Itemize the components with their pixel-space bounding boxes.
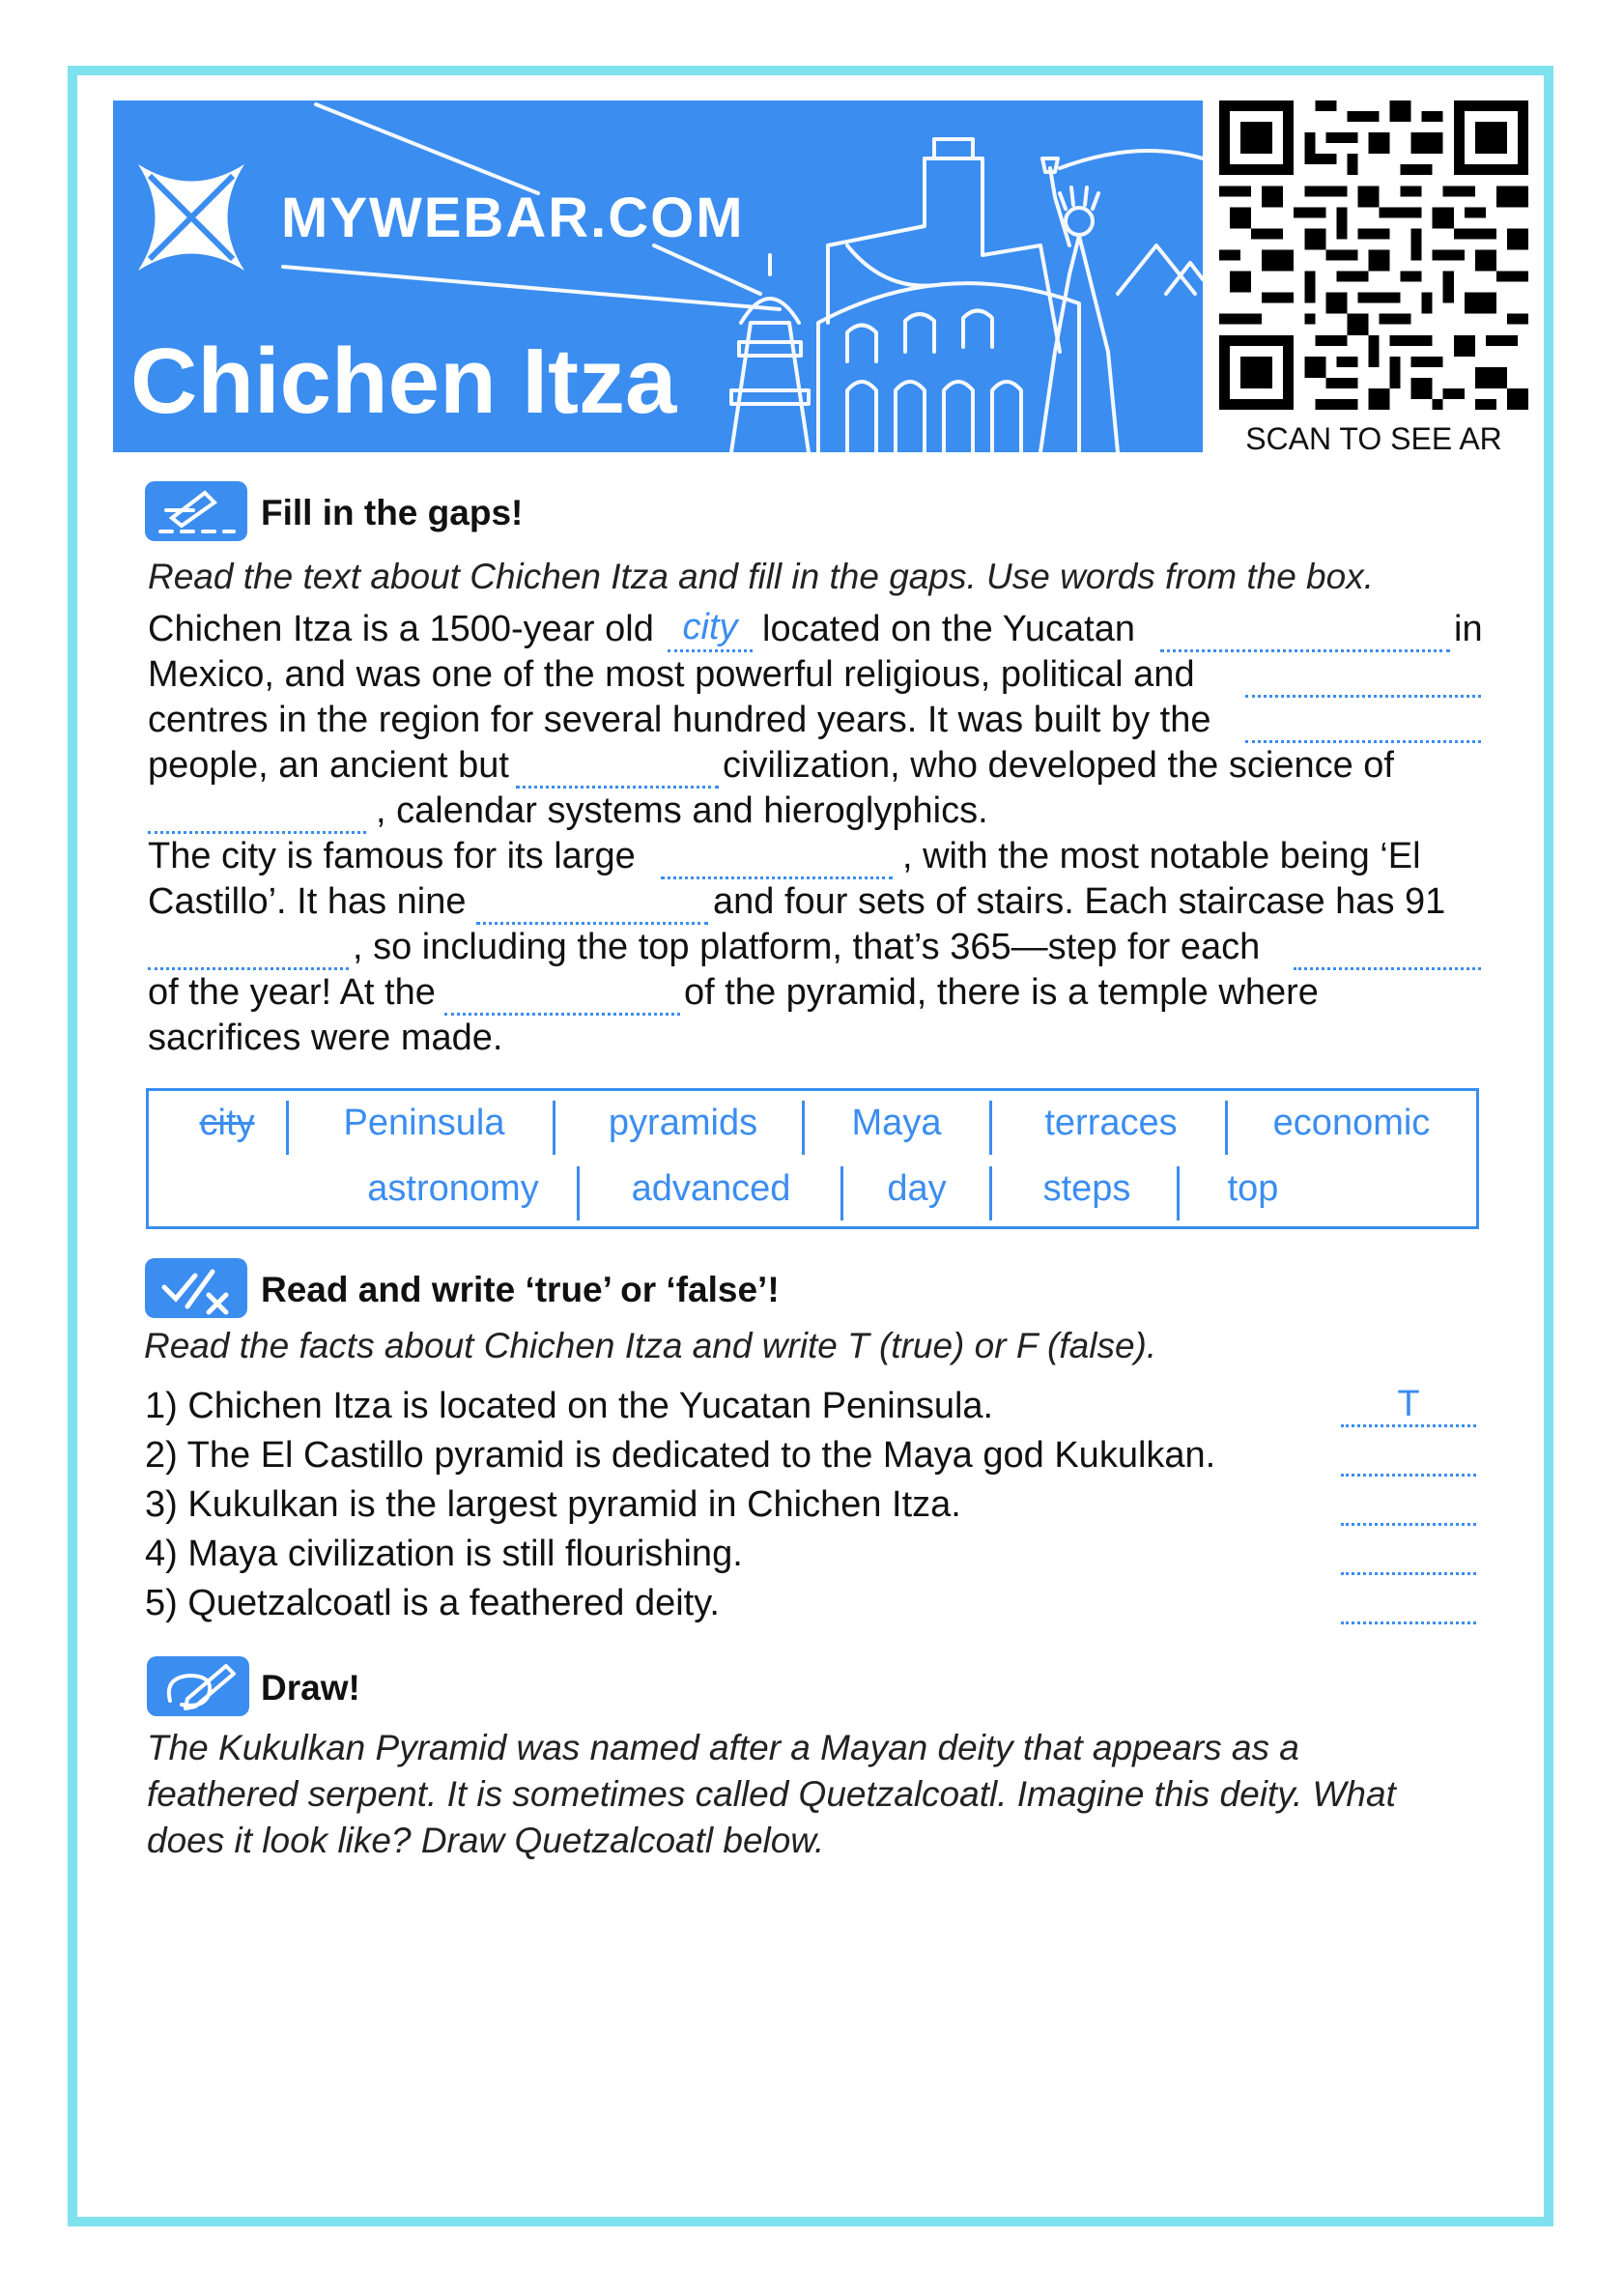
word-option: terraces (1044, 1103, 1178, 1143)
word-divider (840, 1166, 843, 1220)
answer-blank[interactable] (1341, 1474, 1476, 1477)
fill-gaps-heading: Fill in the gaps! (261, 493, 524, 532)
true-false-instruction: Read the facts about Chichen Itza and write T (true) or F (false). (144, 1326, 1157, 1365)
drawing-area[interactable] (147, 1884, 1480, 2203)
word-divider (989, 1101, 992, 1155)
gap-blank[interactable] (1245, 740, 1481, 743)
gap-blank[interactable] (148, 831, 366, 834)
word-divider (1225, 1101, 1228, 1155)
draw-heading: Draw! (261, 1668, 360, 1708)
mywebar-logo-icon (128, 155, 254, 280)
draw-instruction-line: does it look like? Draw Quetzalcoatl below. (147, 1821, 825, 1860)
word-option: astronomy (367, 1168, 539, 1209)
draw-instruction-line: The Kukulkan Pyramid was named after a Mayan deity that appears as a (147, 1728, 1299, 1767)
draw-instruction-line: feathered serpent. It is sometimes called Quetzalcoatl. Imagine this deity. What (147, 1774, 1396, 1814)
word-box (146, 1088, 1479, 1229)
gap-blank[interactable] (516, 786, 719, 789)
word-option: city (199, 1103, 255, 1143)
word-divider (989, 1166, 992, 1220)
gap-blank[interactable] (476, 922, 708, 925)
word-option: Peninsula (343, 1103, 505, 1143)
gap-blank[interactable] (148, 967, 349, 970)
true-false-statement: 4) Maya civilization is still flourishing. (145, 1534, 743, 1574)
word-option: advanced (631, 1168, 791, 1209)
qr-code-icon[interactable] (1219, 100, 1528, 410)
word-option: day (887, 1168, 947, 1209)
true-false-example-answer: T (1397, 1384, 1420, 1424)
fill-gaps-instruction: Read the text about Chichen Itza and fill in the gaps. Use words from the box. (148, 557, 1374, 596)
word-option: economic (1272, 1103, 1431, 1143)
word-divider (802, 1101, 805, 1155)
word-divider (1177, 1166, 1180, 1220)
answer-blank[interactable] (1341, 1523, 1476, 1526)
answer-blank[interactable] (1341, 1424, 1476, 1427)
true-false-statement: 3) Kukulkan is the largest pyramid in Chichen Itza. (145, 1484, 961, 1525)
word-option: top (1227, 1168, 1279, 1209)
true-false-icon (145, 1258, 247, 1318)
gap-blank[interactable] (444, 1013, 680, 1016)
word-option: steps (1042, 1168, 1131, 1209)
draw-pencil-icon (147, 1656, 249, 1716)
gap-blank[interactable] (1245, 695, 1481, 698)
true-false-statement: 1) Chichen Itza is located on the Yucatan Peninsula. (145, 1386, 994, 1426)
word-divider (577, 1166, 580, 1220)
gap-blank[interactable] (1294, 967, 1481, 970)
header-banner (113, 100, 1203, 452)
true-false-heading: Read and write ‘true’ or ‘false’! (261, 1270, 780, 1309)
word-divider (286, 1101, 289, 1155)
site-name: MYWEBAR.COM (281, 187, 745, 249)
pencil-gap-icon (145, 481, 247, 541)
gap-blank[interactable] (668, 649, 753, 652)
answer-blank[interactable] (1341, 1622, 1476, 1624)
true-false-statement: 2) The El Castillo pyramid is dedicated to the Maya god Kukulkan. (145, 1435, 1216, 1476)
scan-label: SCAN TO SEE AR (1245, 421, 1502, 456)
word-option: Maya (851, 1103, 942, 1143)
word-option: pyramids (608, 1103, 758, 1143)
true-false-statement: 5) Quetzalcoatl is a feathered deity. (145, 1583, 720, 1623)
page-title: Chichen Itza (130, 330, 677, 433)
word-divider (553, 1101, 555, 1155)
gap-blank[interactable] (661, 876, 893, 879)
gap-example-answer: city (682, 607, 738, 647)
gap-blank[interactable] (1160, 649, 1450, 652)
answer-blank[interactable] (1341, 1572, 1476, 1575)
